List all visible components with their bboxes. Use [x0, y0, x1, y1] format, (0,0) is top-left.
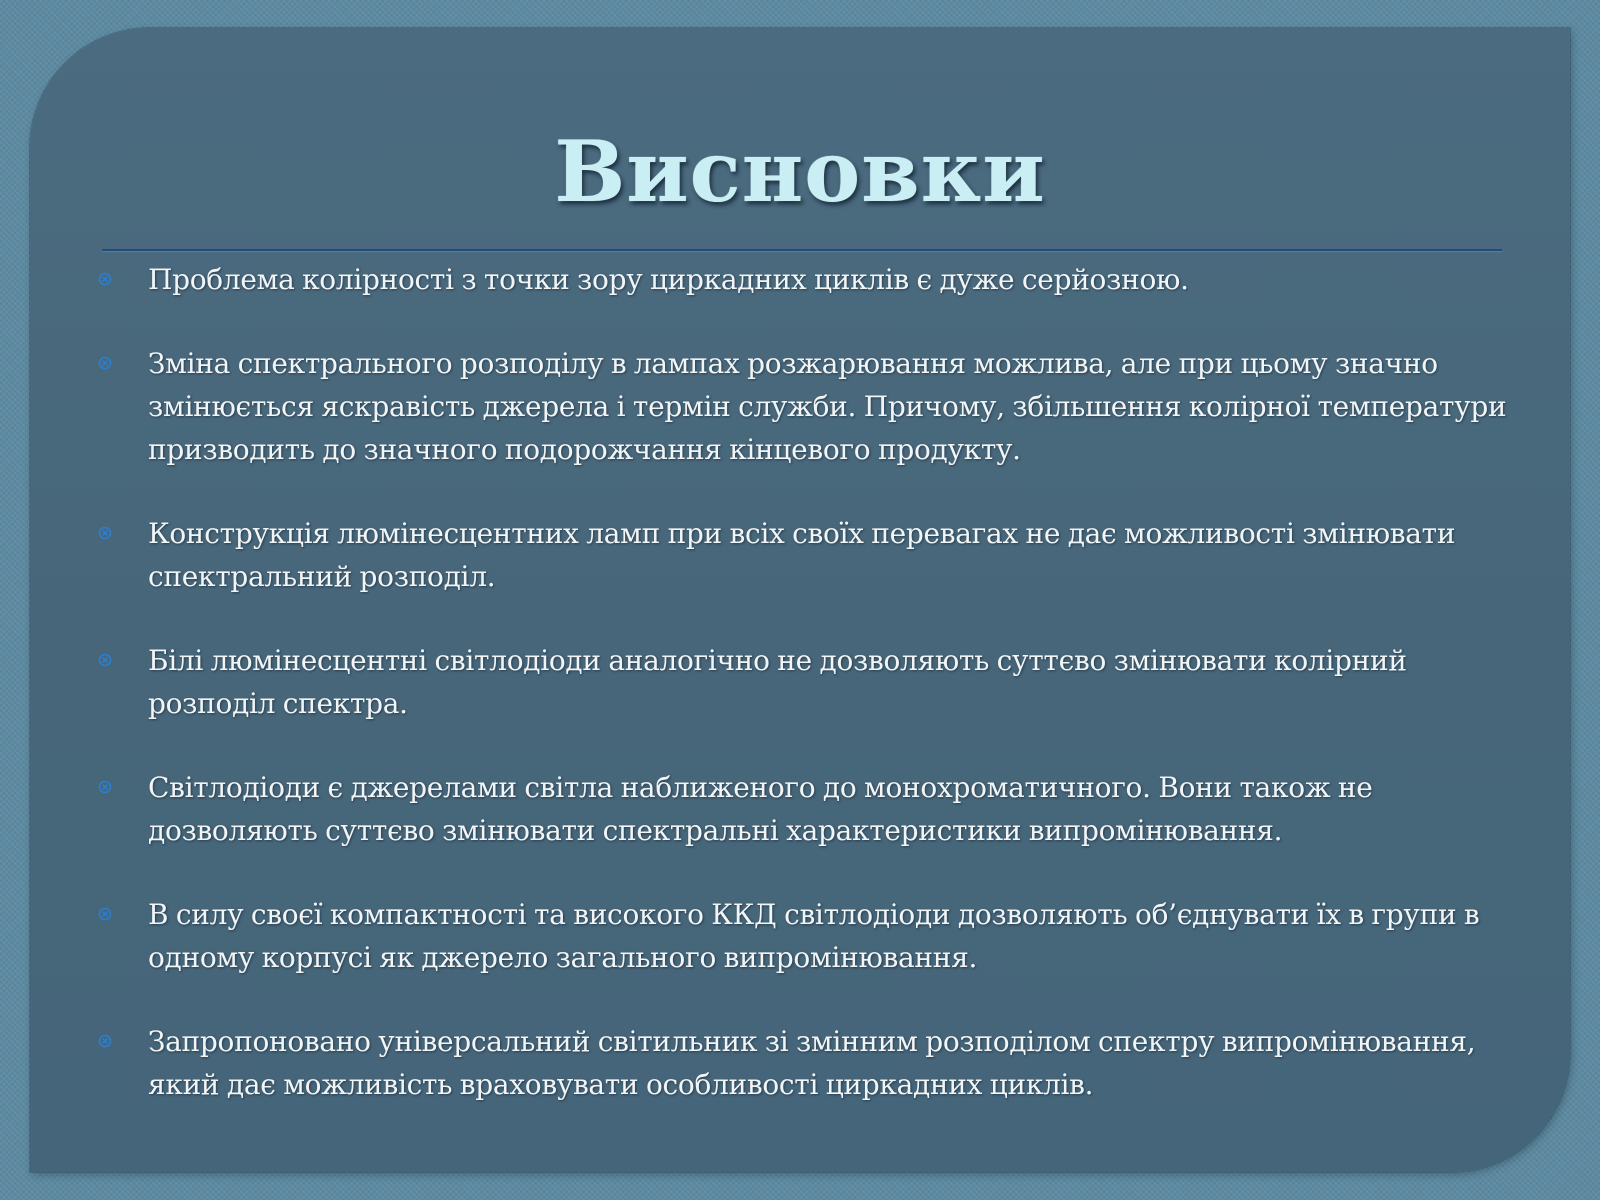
bullet-text: В силу своєї компактності та високого ККД світлодіоди дозволяють об’єднувати їх в групи в одному корпусі як джерело загального випромінювання.	[148, 898, 1480, 974]
circled-x-icon	[98, 1034, 112, 1048]
bullet-item	[96, 766, 1516, 852]
bullet-text: Світлодіоди є джерелами світла наближеного до монохроматичного. Вони також не дозволяють суттєво змінювати спектральні характеристики випромінювання.	[148, 771, 1373, 847]
bullet-item	[96, 258, 1516, 301]
bullet-text: Конструкція люмінесцентних ламп при всіх своїх перевагах не дає можливості змінювати спектральний розподіл.	[148, 517, 1456, 593]
bullet-item	[96, 1020, 1516, 1106]
bullet-text: Проблема колірності з точки зору циркадних циклів є дуже серйозною.	[148, 263, 1189, 296]
bullet-list	[96, 258, 1516, 1106]
circled-x-icon	[98, 780, 112, 794]
bullet-item	[96, 342, 1516, 471]
circled-x-icon	[98, 356, 112, 370]
title-divider	[102, 249, 1502, 251]
bullet-text: Зміна спектрального розподілу в лампах розжарювання можлива, але при цьому значно змінюється яскравість джерела і термін служби. Причому, збільшення колірної температури призводить до значного подорожчання кінцевого продукту.	[148, 347, 1507, 466]
bullet-item	[96, 512, 1516, 598]
circled-x-icon	[98, 653, 112, 667]
bullet-item	[96, 639, 1516, 725]
bullet-item	[96, 893, 1516, 979]
circled-x-icon	[98, 526, 112, 540]
bullet-text: Запропоновано універсальний світильник зі змінним розподілом спектру випромінювання, який дає можливість враховувати особливості циркадних циклів.	[148, 1025, 1476, 1101]
circled-x-icon	[98, 907, 112, 921]
bullet-text: Білі люмінесцентні світлодіоди аналогічно не дозволяють суттєво змінювати колірний розподіл спектра.	[148, 644, 1407, 720]
slide-title: Висновки	[554, 122, 1046, 221]
circled-x-icon	[98, 272, 112, 286]
